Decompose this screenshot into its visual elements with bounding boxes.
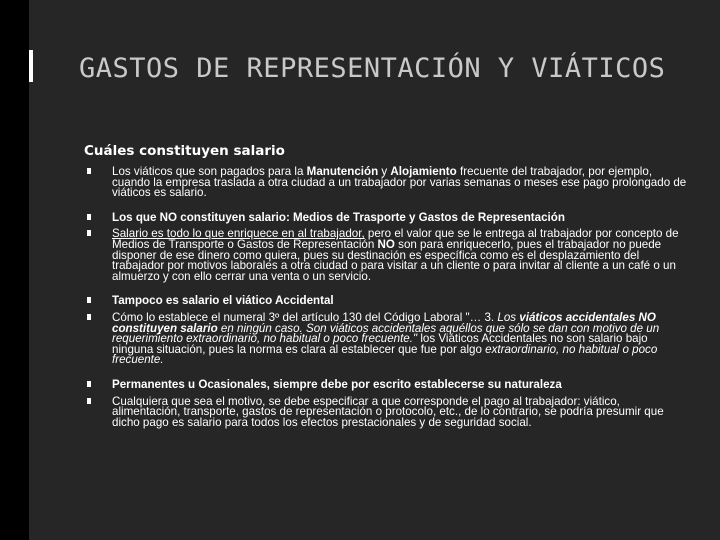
slide-subtitle: Cuáles constituyen salario xyxy=(84,143,285,159)
item-italic: en ningún caso. Son viáticos accidentales aquéllos que sólo se dan con motivo de un requerimiento extraordinario, no habitual o poco frecuente." xyxy=(112,321,660,346)
item-text: y xyxy=(378,165,391,178)
item-text: son para enriquecerlo, pues el trabajador no puede disponer de ese dinero como quiera, pues su destinación es específica como es el desplazamiento del trabajador por motivos laborales a otra ciudad o para visitar a un cliente o para invitar al cliente a un café o un almuerzo y con ello cerrar una venta o un servicio. xyxy=(112,237,676,283)
bullet-icon xyxy=(87,214,91,220)
item-bold: Manutención xyxy=(306,165,379,178)
item-italic: extraordinario, no habitual o poco frecuente. xyxy=(112,342,658,367)
item-text: Cómo lo establece el numeral 3º del artículo 130 del Código Laboral "… 3. xyxy=(112,310,498,324)
list-item xyxy=(87,377,687,391)
list-item xyxy=(87,167,687,199)
list-item xyxy=(87,310,687,367)
item-bold: Alojamiento xyxy=(390,165,457,178)
item-bold: NO xyxy=(377,237,395,251)
bullet-icon xyxy=(87,230,91,236)
item-text: pero el valor que se le entrega al trabajador por concepto de Medios de Transporte o Gastos de Representación xyxy=(112,227,679,251)
list-item xyxy=(87,229,687,282)
item-underlined: Salario es todo lo que enriquece en al trabajador, xyxy=(112,227,365,241)
item-bold: Tampoco es salario el viático Accidental xyxy=(112,294,334,308)
slide-title: GASTOS DE REPRESENTACIÓN Y VIÁTICOS xyxy=(79,53,666,84)
bullet-icon xyxy=(87,168,91,174)
item-text: Los viáticos que son pagados para la xyxy=(112,165,307,178)
item-text: los Viáticos Accidentales no son salario bajo ninguna situación, pues la norma es clara al establecer que fue por algo xyxy=(112,332,648,356)
accent-bar-light xyxy=(29,50,33,82)
bullet-icon xyxy=(87,314,91,320)
item-italic: Los xyxy=(497,310,520,324)
accent-bar-dark xyxy=(19,50,28,82)
bullet-icon xyxy=(87,381,91,387)
item-bold: Permanentes u Ocasionales, siempre debe por escrito establecerse su naturaleza xyxy=(112,377,562,391)
item-bold: Los que NO constituyen salario: Medios de Trasporte y Gastos de Representación xyxy=(112,210,565,224)
bullet-icon xyxy=(87,297,91,303)
item-bold-italic: viáticos accidentales NO constituyen salario xyxy=(112,310,656,335)
item-text: frecuente del trabajador, por ejemplo, cuando la empresa traslada a otra ciudad a un trabajador por varias semanas o meses ese pago prolongado de viáticos es salario. xyxy=(112,165,687,200)
bullet-icon xyxy=(87,398,91,404)
item-text: Cualquiera que sea el motivo, se debe especificar a que corresponde el pago al trabajador: viático, alimentación, transporte, gastos de representación o protocolo, etc., de lo contrario, se podría presumir que dicho pago es salario para todos los efectos prestacionales y de seguridad social. xyxy=(112,394,664,429)
bullet-list xyxy=(87,167,687,434)
list-item xyxy=(87,296,687,307)
list-item xyxy=(87,394,687,429)
list-item xyxy=(87,210,687,224)
